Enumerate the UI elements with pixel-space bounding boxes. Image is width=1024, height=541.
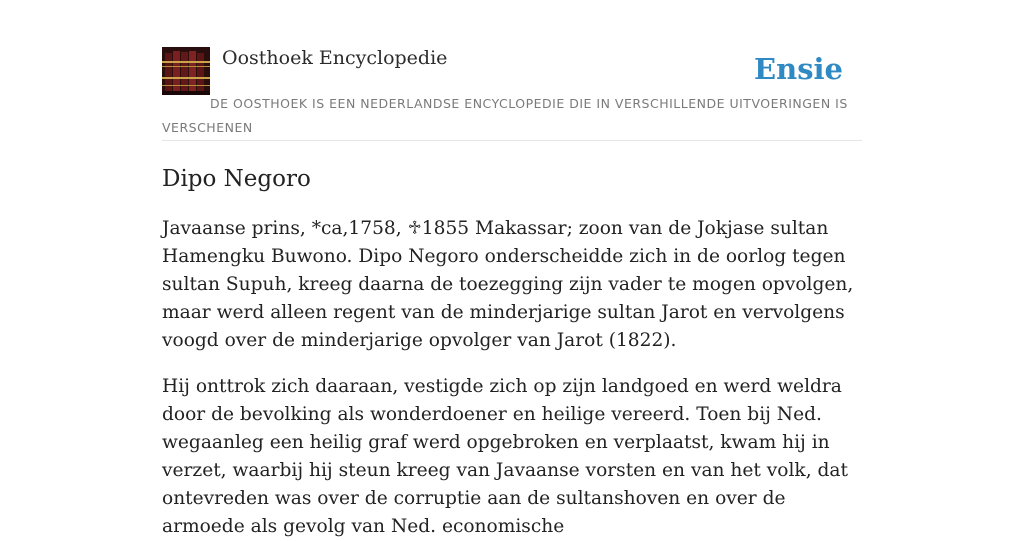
article-paragraph-1: Javaanse prins, *ca,1758, ♱1855 Makassar; zoon van de Jokjase sultan Hamengku Buwono. Dipo Negoro onderscheidde zich in de oorlog tegen sultan Supuh, kreeg daarna de toezegging zijn vader te mogen opvolgen, maar werd alleen regent van de minderjarige sultan Jarot en vervolgens voogd over de minderjarige opvolger van Jarot (1822). [162,218,854,351]
brand-logo-link[interactable]: Ensie [754,52,843,86]
site-header [162,46,862,141]
encyclopedia-books-icon[interactable] [162,47,210,95]
site-name-link[interactable]: Oosthoek Encyclopedie [222,47,448,69]
article-paragraph-2: Hij onttrok zich daaraan, vestigde zich op zijn landgoed en werd weldra door de bevolking als wonderdoener en heilige vereerd. Toen bij Ned. wegaanleg een heilig graf werd opgebroken en verplaatst, kwam hij in verzet, waarbij hij steun kreeg van Javaanse vorsten en van het volk, dat ontevreden was over de corruptie aan de sultanshoven en over de armoede als gevolg van Ned. economische [162,376,848,537]
article [162,164,868,541]
site-tagline: DE OOSTHOEK IS EEN NEDERLANDSE ENCYCLOPEDIE DIE IN VERSCHILLENDE UITVOERINGEN IS VERSCHENEN [162,96,848,135]
article-title: Dipo Negoro [162,166,311,192]
